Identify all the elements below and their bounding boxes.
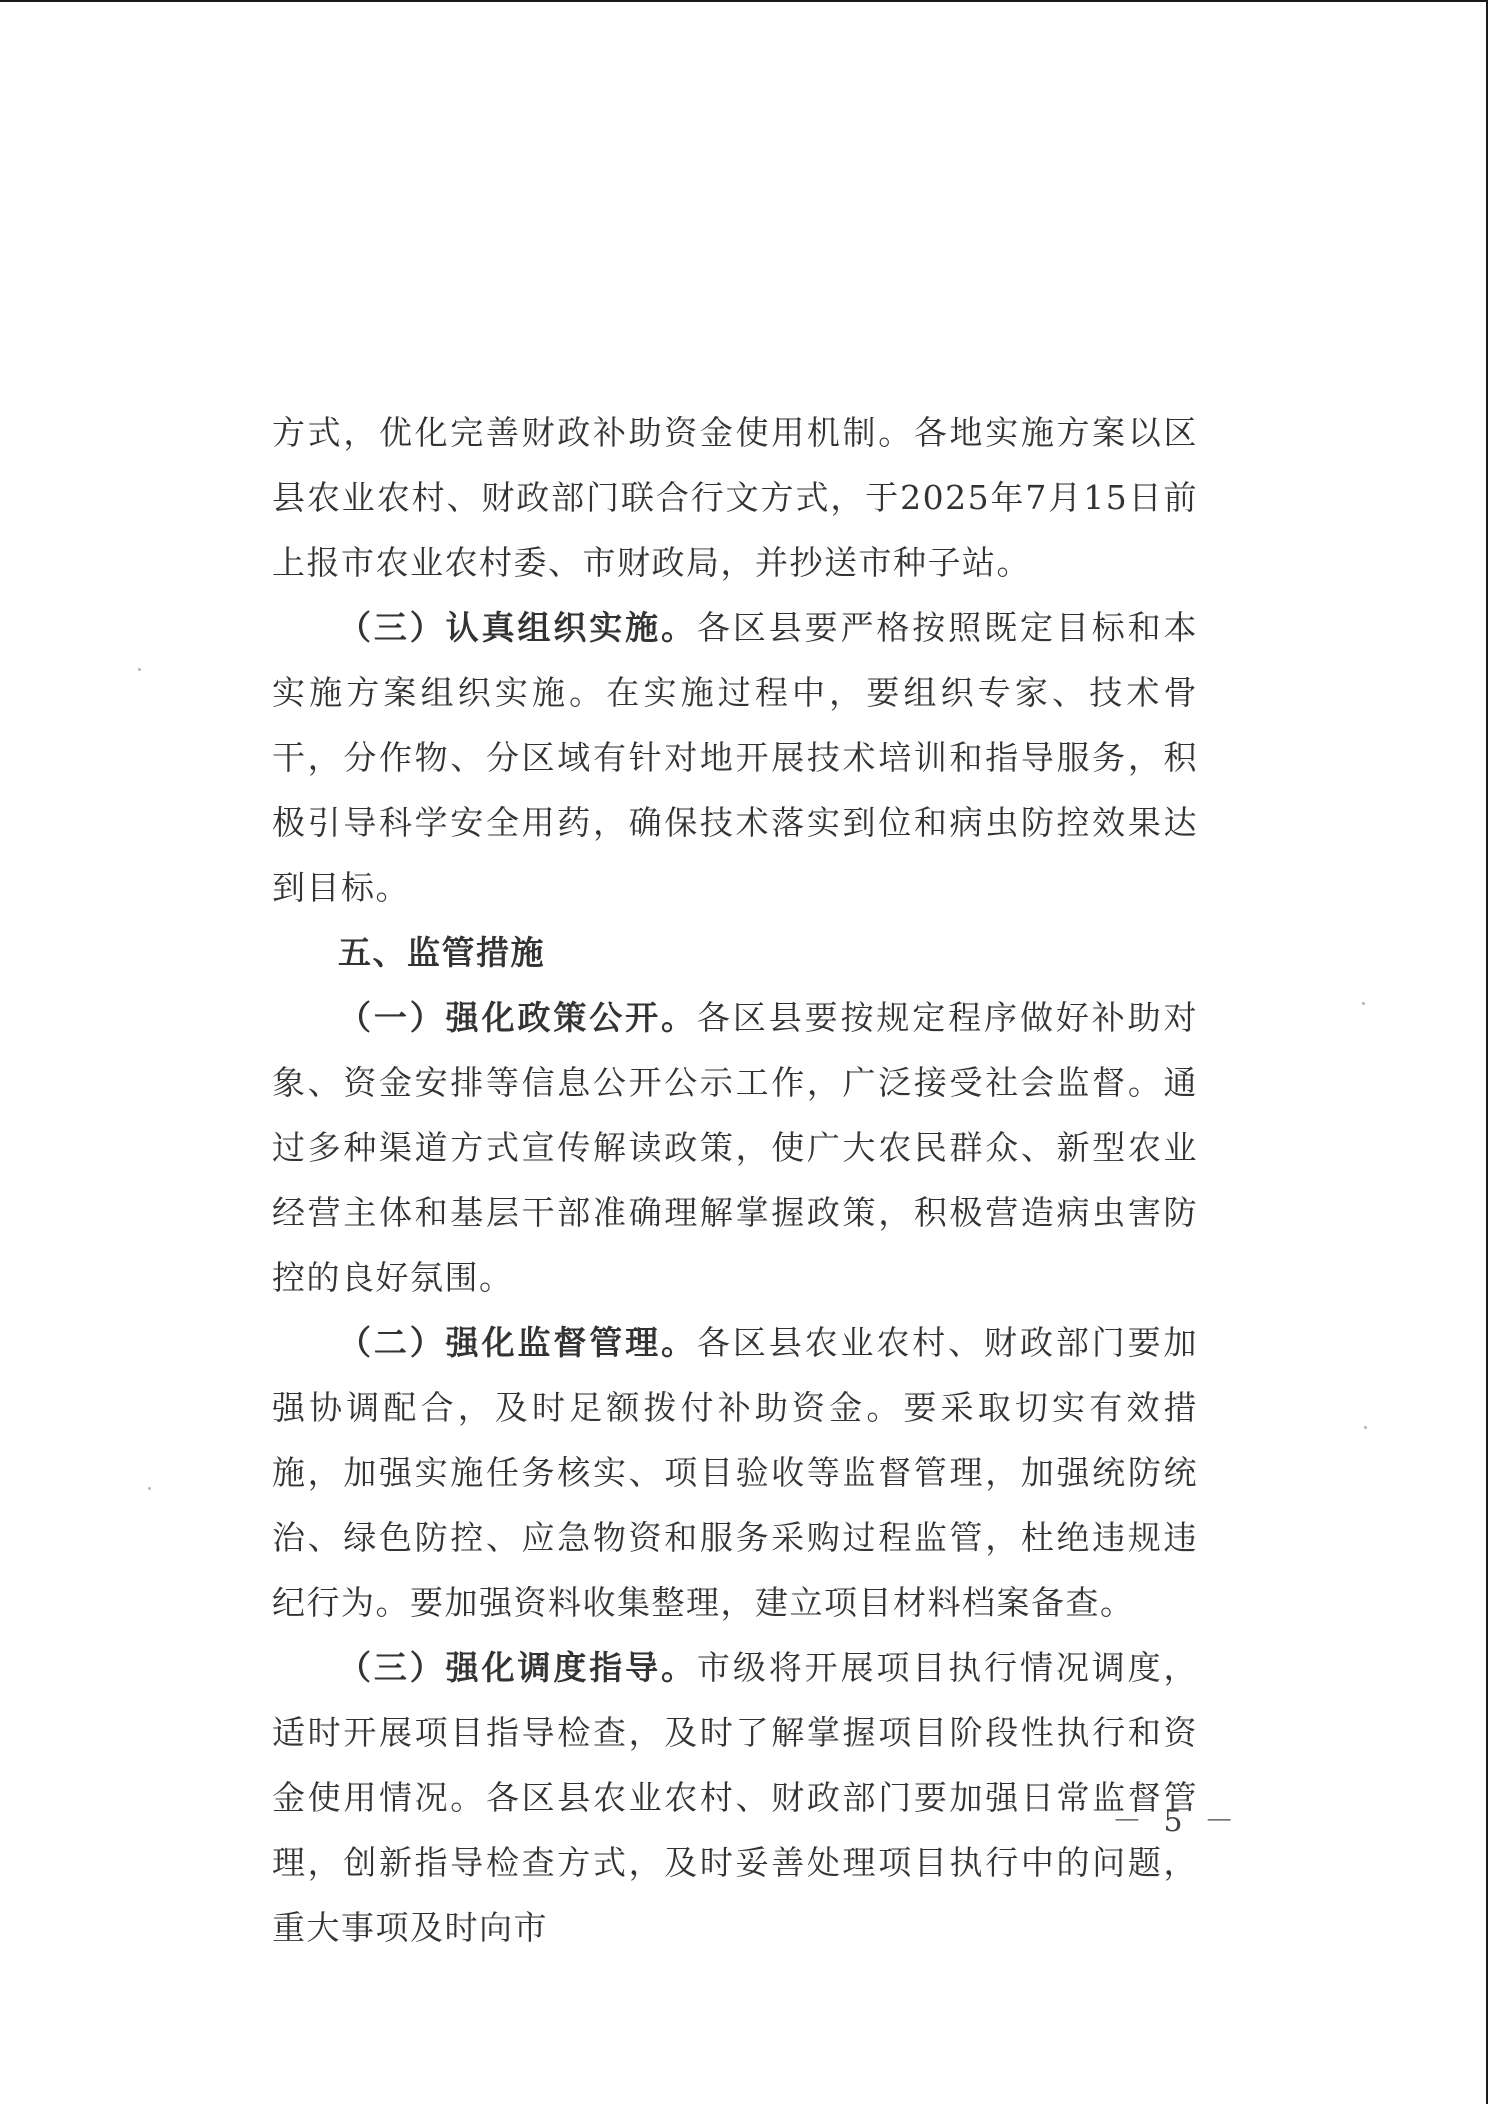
scan-speck xyxy=(1364,1426,1367,1429)
scan-edge-top xyxy=(0,0,1488,2)
page-number: － 5 － xyxy=(1112,1804,1241,1839)
paragraph-supervision xyxy=(272,1310,1198,1635)
paragraph-policy-disclosure xyxy=(272,985,1198,1310)
scan-speck xyxy=(148,1487,151,1490)
scan-speck xyxy=(138,668,141,671)
paragraph-lead: （二）强化监督管理。 xyxy=(338,1323,697,1362)
paragraph-organize-implementation xyxy=(272,595,1198,920)
paragraph-text: 各区县要按规定程序做好补助对象、资金安排等信息公开公示工作，广泛接受社会监督。通过多种渠道方式宣传解读政策，使广大农民群众、新型农业经营主体和基层干部准确理解掌握政策，积极营造病虫害防控的良好氛围。 xyxy=(272,998,1199,1297)
paragraph-lead: （三）强化调度指导。 xyxy=(338,1648,697,1687)
document-body xyxy=(272,400,1198,1960)
paragraph-dispatch-guidance xyxy=(272,1635,1198,1960)
paragraph-text: 各区县农业农村、财政部门要加强协调配合，及时足额拨付补助资金。要采取切实有效措施，加强实施任务核实、项目验收等监督管理，加强统防统治、绿色防控、应急物资和服务采购过程监管，杜绝违规违纪行为。要加强资料收集整理，建立项目材料档案备查。 xyxy=(272,1323,1199,1622)
section-heading: 五、监管措施 xyxy=(338,933,545,972)
paragraph-continuation xyxy=(272,400,1198,595)
paragraph-text: 方式，优化完善财政补助资金使用机制。各地实施方案以区县农业农村、财政部门联合行文方式，于2025年7月15日前上报市农业农村委、市财政局，并抄送市种子站。 xyxy=(272,413,1198,582)
paragraph-text: 市级将开展项目执行情况调度，适时开展项目指导检查，及时了解掌握项目阶段性执行和资金使用情况。各区县农业农村、财政部门要加强日常监督管理，创新指导检查方式，及时妥善处理项目执行中的问题，重大事项及时向市 xyxy=(272,1648,1199,1947)
scan-speck xyxy=(1362,1002,1365,1005)
paragraph-lead: （一）强化政策公开。 xyxy=(338,998,697,1037)
paragraph-lead: （三）认真组织实施。 xyxy=(338,608,697,647)
paragraph-text: 各区县要严格按照既定目标和本实施方案组织实施。在实施过程中，要组织专家、技术骨干，分作物、分区域有针对地开展技术培训和指导服务，积极引导科学安全用药，确保技术落实到位和病虫防控效果达到目标。 xyxy=(272,608,1199,907)
